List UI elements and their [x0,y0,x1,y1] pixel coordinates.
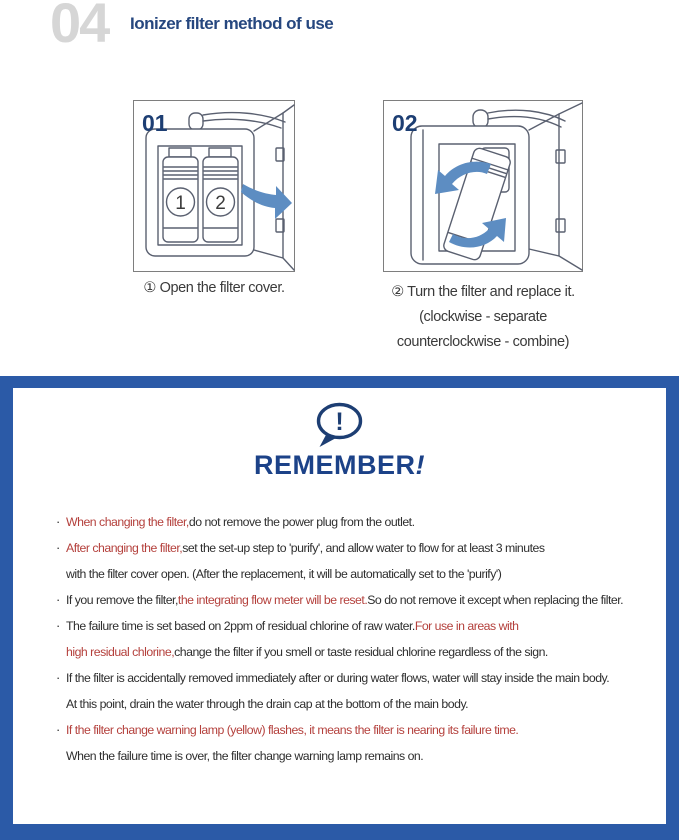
warning-text-segment: If the filter change warning lamp (yellow) flashes, it means the filter is nearing its failure time. [66,723,519,737]
remember-line [56,639,668,665]
svg-text:!: ! [335,408,344,436]
text-segment: If the filter is accidentally removed immediately after or during water flows, water will stay inside the main body. [66,671,610,685]
figure-2-caption-line-3: counterclockwise - combine) [396,334,570,350]
bullet-dot: · [56,618,60,633]
bullet-dot: · [56,540,60,555]
section-number: 04 [50,0,109,54]
text-segment: with the filter cover open. (After the replacement, it will be automatically set to the 'purify') [66,567,502,581]
remember-line [56,561,668,587]
figure-2-caption-line-2: (clockwise - separate [419,309,547,325]
text-segment: The failure time is set based on 2ppm of residual chlorine of raw water. [66,619,415,633]
remember-line [56,587,668,613]
bullet-dot: · [56,722,60,737]
bullet-dot: · [56,514,60,529]
bullet-dot [56,561,66,587]
remember-line [56,743,668,769]
warning-text-segment: high residual chlorine, [66,645,175,659]
filter-1-label: 1 [175,193,186,214]
bullet-dot [56,743,66,769]
text-segment: If you remove the filter, [66,593,178,607]
text-segment: do not remove the power plug from the outlet. [188,515,415,529]
bullet-dot: · [56,592,60,607]
warning-text-segment: When changing the filter, [66,515,189,529]
warning-text-segment: For use in areas with [414,619,519,633]
device-open-cover-illustration [133,100,295,272]
text-segment: set the set-up step to 'purify', and allow water to flow for at least 3 minutes [182,541,545,555]
figure-1-caption: ① Open the filter cover. [143,280,285,296]
bullet-dot [56,639,66,665]
step-1-number: 01 [142,110,168,136]
remember-line [56,509,668,535]
text-segment: So do not remove it except when replacing the filter. [367,593,624,607]
remember-line [56,665,668,691]
remember-heading-bang: ! [415,450,425,480]
bullet-dot: · [56,670,60,685]
remember-line [56,717,668,743]
step-2-number: 02 [392,110,418,136]
bullet-dot [56,691,66,717]
remember-line [56,535,668,561]
remember-line [56,613,668,639]
page-title: Ionizer filter method of use [130,14,334,33]
remember-list [56,509,668,769]
filter-2-label: 2 [215,193,226,214]
speech-bubble-exclamation-icon [311,400,368,453]
figure-2-caption [368,280,598,355]
figure-step-1 [133,100,295,272]
text-segment: When the failure time is over, the filter change warning lamp remains on. [66,749,424,763]
filter-rotation-illustration [383,100,583,272]
warning-text-segment: the integrating flow meter will be reset. [177,593,368,607]
figure-2-caption-line-1: ② Turn the filter and replace it. [391,284,575,300]
figure-step-2 [383,100,583,272]
warning-text-segment: After changing the filter, [66,541,183,555]
remember-heading: REMEMBER! [253,450,425,480]
text-segment: At this point, drain the water through the drain cap at the bottom of the main body. [66,697,469,711]
text-segment: change the filter if you smell or taste residual chlorine regardless of the sign. [174,645,548,659]
remember-line [56,691,668,717]
